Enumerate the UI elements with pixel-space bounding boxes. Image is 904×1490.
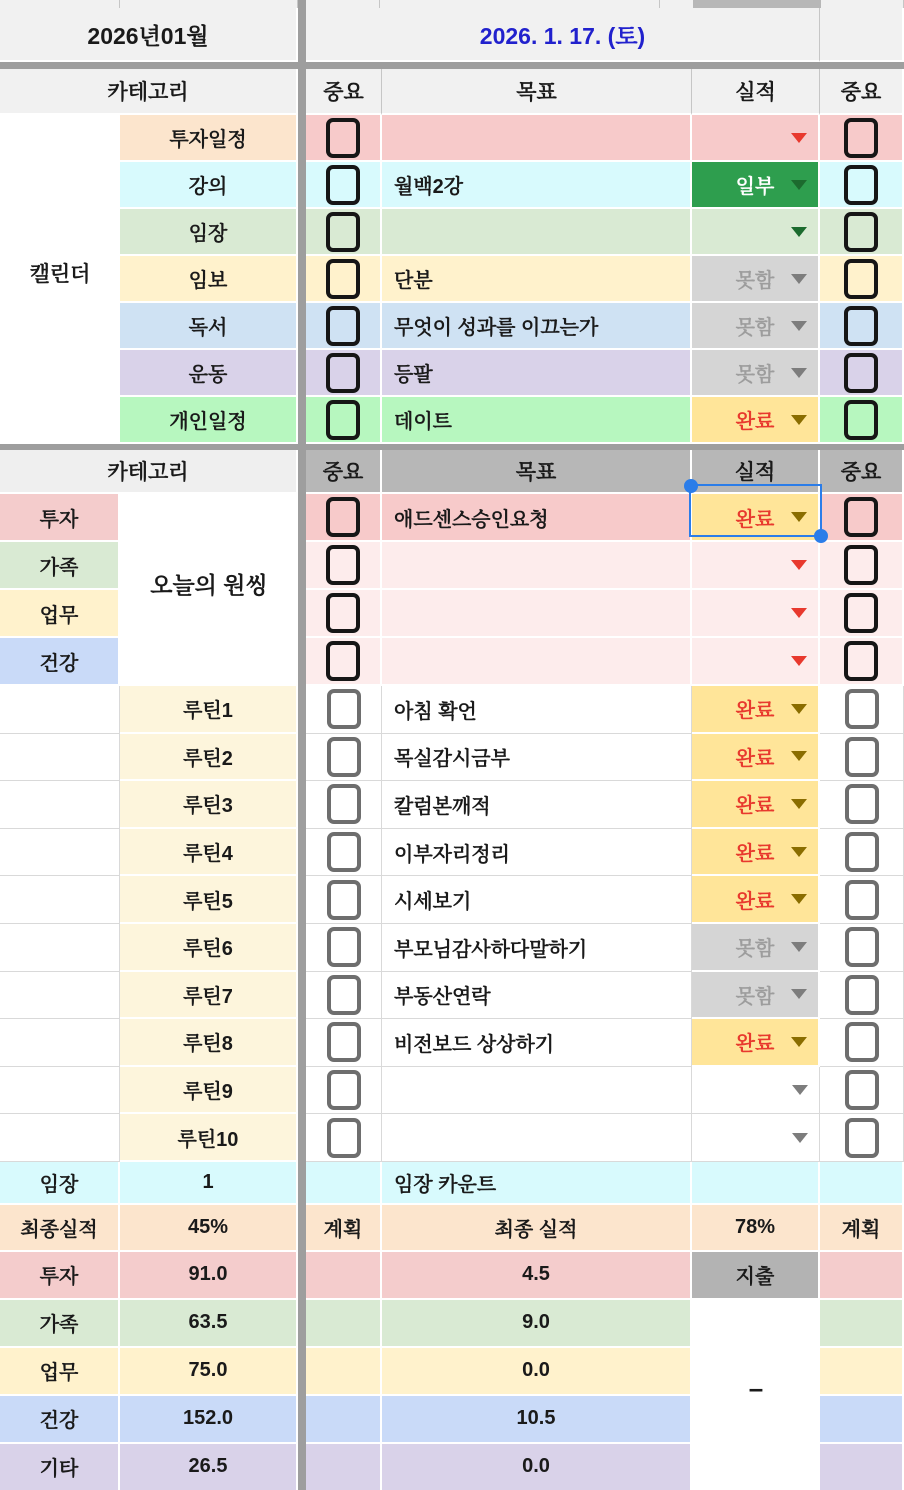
imjang-row	[0, 1162, 904, 1205]
expense-empty-value: –	[748, 1372, 764, 1403]
header-row-1	[0, 69, 904, 115]
dropdown-arrow-icon	[791, 560, 807, 570]
dropdown-arrow-icon	[791, 989, 807, 999]
goal-cell[interactable]	[382, 1114, 692, 1162]
checkbox-icon	[327, 1022, 361, 1062]
checkbox-icon	[844, 212, 878, 252]
category-label[interactable]: 독서	[120, 303, 298, 350]
important-checkbox[interactable]	[306, 303, 382, 350]
important-checkbox[interactable]	[306, 972, 382, 1020]
checkbox-icon	[326, 497, 360, 537]
header-category: 카테고리	[0, 69, 298, 115]
checkbox-icon	[326, 353, 360, 393]
date-right-spacer	[820, 8, 904, 62]
actual-value[interactable]: 0.0	[382, 1348, 692, 1396]
dropdown-arrow-icon	[792, 1085, 808, 1095]
goal-cell[interactable]: 단분	[382, 256, 692, 303]
final-center-label[interactable]: 최종 실적	[382, 1205, 692, 1252]
important-checkbox[interactable]	[306, 876, 382, 924]
important-checkbox[interactable]	[820, 638, 904, 686]
header-category: 카테고리	[0, 450, 298, 494]
important-checkbox[interactable]	[820, 256, 904, 303]
important-checkbox[interactable]	[820, 972, 904, 1020]
dropdown-arrow-icon	[792, 1133, 808, 1143]
routine-label[interactable]: 루틴9	[120, 1067, 298, 1115]
dropdown-arrow-icon	[791, 847, 807, 857]
category-label[interactable]: 개인일정	[120, 397, 298, 444]
checkbox-icon	[845, 1118, 879, 1158]
checkbox-icon	[844, 259, 878, 299]
plan-percent[interactable]: 45%	[120, 1205, 298, 1252]
checkbox-icon	[844, 497, 878, 537]
goal-cell[interactable]: 임장 카운트	[382, 1162, 692, 1205]
title-row	[0, 8, 904, 62]
routine-label[interactable]: 루틴4	[120, 829, 298, 877]
table-row	[0, 734, 904, 782]
header-important-left: 중요	[306, 69, 382, 115]
important-checkbox[interactable]	[306, 542, 382, 590]
checkbox-icon	[845, 1022, 879, 1062]
dropdown-arrow-icon	[791, 608, 807, 618]
table-row	[0, 1019, 904, 1067]
dropdown-arrow-icon	[791, 799, 807, 809]
category-label[interactable]: 운동	[120, 350, 298, 397]
goal-cell[interactable]: 부동산연락	[382, 972, 692, 1020]
actual-value[interactable]: 4.5	[382, 1252, 692, 1300]
status-dropdown[interactable]	[692, 1114, 820, 1162]
checkbox-icon	[326, 306, 360, 346]
important-checkbox[interactable]	[820, 494, 904, 542]
important-checkbox[interactable]	[820, 397, 904, 444]
category-label[interactable]: 강의	[120, 162, 298, 209]
checkbox-icon	[326, 641, 360, 681]
goal-cell[interactable]: 칼럼본깨적	[382, 781, 692, 829]
header-result: 실적	[692, 450, 820, 494]
final-result-row	[0, 1205, 904, 1252]
checkbox-icon	[844, 545, 878, 585]
checkbox-icon	[327, 737, 361, 777]
status-dropdown[interactable]: 완료	[692, 734, 820, 782]
table-row	[0, 1114, 904, 1162]
important-checkbox[interactable]	[820, 829, 904, 877]
important-checkbox[interactable]	[820, 209, 904, 256]
status-dropdown[interactable]: 못함	[692, 972, 820, 1020]
category-label[interactable]: 건강	[0, 638, 120, 686]
status-dropdown[interactable]: 완료	[692, 781, 820, 829]
plan-value[interactable]: 75.0	[120, 1348, 298, 1396]
important-checkbox[interactable]	[306, 115, 382, 162]
goal-cell[interactable]	[382, 1067, 692, 1115]
actual-value[interactable]: 9.0	[382, 1300, 692, 1348]
important-checkbox[interactable]	[820, 1019, 904, 1067]
dropdown-arrow-icon	[791, 180, 807, 190]
status-dropdown[interactable]: 완료	[692, 1019, 820, 1067]
checkbox-icon	[327, 689, 361, 729]
important-checkbox[interactable]	[820, 303, 904, 350]
status-dropdown[interactable]: 완료	[692, 397, 820, 444]
goal-cell[interactable]	[382, 115, 692, 162]
routine-label[interactable]: 루틴6	[120, 924, 298, 972]
dropdown-arrow-icon	[791, 415, 807, 425]
dropdown-arrow-icon	[791, 1037, 807, 1047]
dropdown-arrow-icon	[791, 704, 807, 714]
category-label[interactable]: 가족	[0, 1300, 120, 1348]
header-important-right: 중요	[820, 450, 904, 494]
important-checkbox[interactable]	[306, 1019, 382, 1067]
checkbox-icon	[327, 975, 361, 1015]
important-checkbox[interactable]	[820, 1114, 904, 1162]
selection-handle[interactable]	[814, 529, 828, 543]
important-checkbox[interactable]	[306, 1067, 382, 1115]
goal-cell[interactable]: 시세보기	[382, 876, 692, 924]
plan-value[interactable]: 63.5	[120, 1300, 298, 1348]
category-label[interactable]: 가족	[0, 542, 120, 590]
status-dropdown[interactable]: 못함	[692, 924, 820, 972]
actual-value[interactable]: 0.0	[382, 1444, 692, 1490]
dropdown-arrow-icon	[791, 751, 807, 761]
routine-label[interactable]: 루틴7	[120, 972, 298, 1020]
important-checkbox[interactable]	[820, 1067, 904, 1115]
checkbox-icon	[844, 593, 878, 633]
date-cell[interactable]: 2026. 1. 17. (토)	[306, 8, 820, 62]
selection-box	[689, 484, 822, 537]
goal-cell[interactable]	[382, 638, 692, 686]
status-dropdown[interactable]	[692, 1067, 820, 1115]
goal-cell[interactable]: 등팔	[382, 350, 692, 397]
goal-cell[interactable]: 월백2강	[382, 162, 692, 209]
vertical-divider	[298, 8, 306, 62]
important-checkbox[interactable]	[306, 397, 382, 444]
important-checkbox[interactable]	[820, 876, 904, 924]
plan-value[interactable]: 26.5	[120, 1444, 298, 1490]
dropdown-arrow-icon	[791, 368, 807, 378]
table-row	[0, 162, 904, 209]
checkbox-icon	[326, 212, 360, 252]
important-checkbox[interactable]	[306, 638, 382, 686]
table-row	[0, 115, 904, 162]
plan-label[interactable]: 계획	[306, 1205, 382, 1252]
important-checkbox[interactable]	[306, 350, 382, 397]
table-row	[0, 303, 904, 350]
table-row	[0, 972, 904, 1020]
status-dropdown[interactable]: 못함	[692, 303, 820, 350]
checkbox-icon	[327, 832, 361, 872]
checkbox-icon	[845, 737, 879, 777]
table-row	[0, 397, 904, 444]
status-dropdown[interactable]	[692, 115, 820, 162]
important-checkbox[interactable]	[820, 590, 904, 638]
important-checkbox[interactable]	[306, 209, 382, 256]
checkbox-icon	[845, 1070, 879, 1110]
important-checkbox[interactable]	[820, 781, 904, 829]
dropdown-arrow-icon	[791, 133, 807, 143]
checkbox-icon	[327, 880, 361, 920]
checkbox-icon	[326, 259, 360, 299]
month-cell[interactable]: 2026년01월	[0, 8, 298, 62]
category-label[interactable]: 업무	[0, 590, 120, 638]
goal-cell[interactable]: 이부자리정리	[382, 829, 692, 877]
status-dropdown[interactable]	[692, 209, 820, 256]
checkbox-icon	[844, 353, 878, 393]
important-checkbox[interactable]	[820, 924, 904, 972]
category-label[interactable]: 투자	[0, 494, 120, 542]
status-dropdown[interactable]: 완료	[692, 876, 820, 924]
table-row	[0, 256, 904, 303]
important-checkbox[interactable]	[306, 781, 382, 829]
header-important-left: 중요	[306, 450, 382, 494]
status-dropdown[interactable]: 일부	[692, 162, 820, 209]
table-row	[0, 924, 904, 972]
count-cell[interactable]: 1	[120, 1162, 298, 1205]
important-checkbox[interactable]	[306, 829, 382, 877]
important-checkbox[interactable]	[306, 686, 382, 734]
checkbox-icon	[844, 400, 878, 440]
dropdown-arrow-icon	[791, 656, 807, 666]
plan-value[interactable]: 91.0	[120, 1252, 298, 1300]
checkbox-icon	[845, 880, 879, 920]
category-label[interactable]: 업무	[0, 1348, 120, 1396]
selection-handle[interactable]	[684, 479, 698, 493]
status-dropdown[interactable]: 못함	[692, 256, 820, 303]
goal-cell[interactable]	[382, 542, 692, 590]
important-checkbox[interactable]	[306, 1114, 382, 1162]
checkbox-icon	[845, 689, 879, 729]
dropdown-arrow-icon	[791, 274, 807, 284]
important-checkbox[interactable]	[820, 542, 904, 590]
checkbox-icon	[327, 1118, 361, 1158]
routine-label[interactable]: 루틴10	[120, 1114, 298, 1162]
goal-cell[interactable]: 무엇이 성과를 이끄는가	[382, 303, 692, 350]
important-checkbox[interactable]	[306, 494, 382, 542]
checkbox-icon	[327, 927, 361, 967]
important-checkbox[interactable]	[820, 350, 904, 397]
checkbox-icon	[327, 1070, 361, 1110]
top-sliver	[0, 0, 904, 8]
table-row	[0, 1067, 904, 1115]
routine-label[interactable]: 루틴2	[120, 734, 298, 782]
actual-percent[interactable]: 78%	[692, 1205, 820, 1252]
header-goal: 목표	[382, 69, 692, 115]
table-row	[0, 876, 904, 924]
important-checkbox[interactable]	[306, 924, 382, 972]
checkbox-icon	[845, 784, 879, 824]
category-label[interactable]: 건강	[0, 1396, 120, 1444]
goal-cell[interactable]: 데이트	[382, 397, 692, 444]
table-row	[0, 350, 904, 397]
checkbox-icon	[845, 927, 879, 967]
status-dropdown[interactable]: 못함	[692, 350, 820, 397]
category-label[interactable]: 투자	[0, 1252, 120, 1300]
important-checkbox[interactable]	[306, 590, 382, 638]
checkbox-icon	[844, 641, 878, 681]
header-result: 실적	[692, 69, 820, 115]
status-dropdown[interactable]	[692, 542, 820, 590]
goal-cell[interactable]: 애드센스승인요청	[382, 494, 692, 542]
status-dropdown[interactable]	[692, 638, 820, 686]
category-label[interactable]: 기타	[0, 1444, 120, 1490]
goal-cell[interactable]	[382, 590, 692, 638]
goal-cell[interactable]: 부모님감사하다말하기	[382, 924, 692, 972]
category-label[interactable]: 투자일정	[120, 115, 298, 162]
important-checkbox[interactable]	[820, 162, 904, 209]
routine-label[interactable]: 루틴5	[120, 876, 298, 924]
dropdown-arrow-icon	[791, 227, 807, 237]
important-checkbox[interactable]	[820, 686, 904, 734]
dropdown-arrow-icon	[791, 321, 807, 331]
table-row	[0, 209, 904, 256]
horizontal-divider	[0, 62, 904, 69]
dropdown-arrow-icon	[791, 942, 807, 952]
status-dropdown[interactable]: 완료	[692, 686, 820, 734]
checkbox-icon	[326, 593, 360, 633]
category-label[interactable]: 임장	[0, 1162, 120, 1205]
table-row	[0, 829, 904, 877]
important-checkbox[interactable]	[820, 734, 904, 782]
final-label[interactable]: 최종실적	[0, 1205, 120, 1252]
checkbox-icon	[326, 545, 360, 585]
table-row	[0, 686, 904, 734]
actual-value[interactable]: 10.5	[382, 1396, 692, 1444]
expense-header[interactable]: 지출	[692, 1252, 820, 1300]
goal-cell[interactable]: 목실감시금부	[382, 734, 692, 782]
important-checkbox[interactable]	[306, 256, 382, 303]
dropdown-arrow-icon	[791, 894, 807, 904]
calendar-section	[0, 115, 904, 444]
goal-cell[interactable]: 아침 확언	[382, 686, 692, 734]
checkbox-icon	[845, 975, 879, 1015]
checkbox-icon	[844, 165, 878, 205]
checkbox-icon	[326, 118, 360, 158]
checkbox-icon	[844, 118, 878, 158]
checkbox-icon	[327, 784, 361, 824]
side-label-calendar[interactable]: 캘린더	[29, 262, 91, 286]
table-row	[0, 781, 904, 829]
plan-label[interactable]: 계획	[820, 1205, 904, 1252]
important-checkbox[interactable]	[306, 734, 382, 782]
header-goal: 목표	[382, 450, 692, 494]
status-dropdown[interactable]	[692, 590, 820, 638]
category-label[interactable]: 임보	[120, 256, 298, 303]
checkbox-icon	[326, 165, 360, 205]
goal-cell[interactable]	[382, 209, 692, 256]
one-thing-label[interactable]: 오늘의 원씽	[150, 571, 268, 598]
checkbox-icon	[844, 306, 878, 346]
plan-value[interactable]: 152.0	[120, 1396, 298, 1444]
status-dropdown[interactable]: 완료	[692, 829, 820, 877]
important-checkbox[interactable]	[820, 115, 904, 162]
category-label[interactable]: 임장	[120, 209, 298, 256]
important-checkbox[interactable]	[306, 162, 382, 209]
routine-label[interactable]: 루틴1	[120, 686, 298, 734]
status-dropdown-selected[interactable]: 완료	[692, 494, 820, 542]
header-important-right: 중요	[820, 69, 904, 115]
checkbox-icon	[845, 832, 879, 872]
goal-cell[interactable]: 비전보드 상상하기	[382, 1019, 692, 1067]
routine-label[interactable]: 루틴8	[120, 1019, 298, 1067]
checkbox-icon	[326, 400, 360, 440]
routines-section	[0, 686, 904, 1162]
routine-label[interactable]: 루틴3	[120, 781, 298, 829]
